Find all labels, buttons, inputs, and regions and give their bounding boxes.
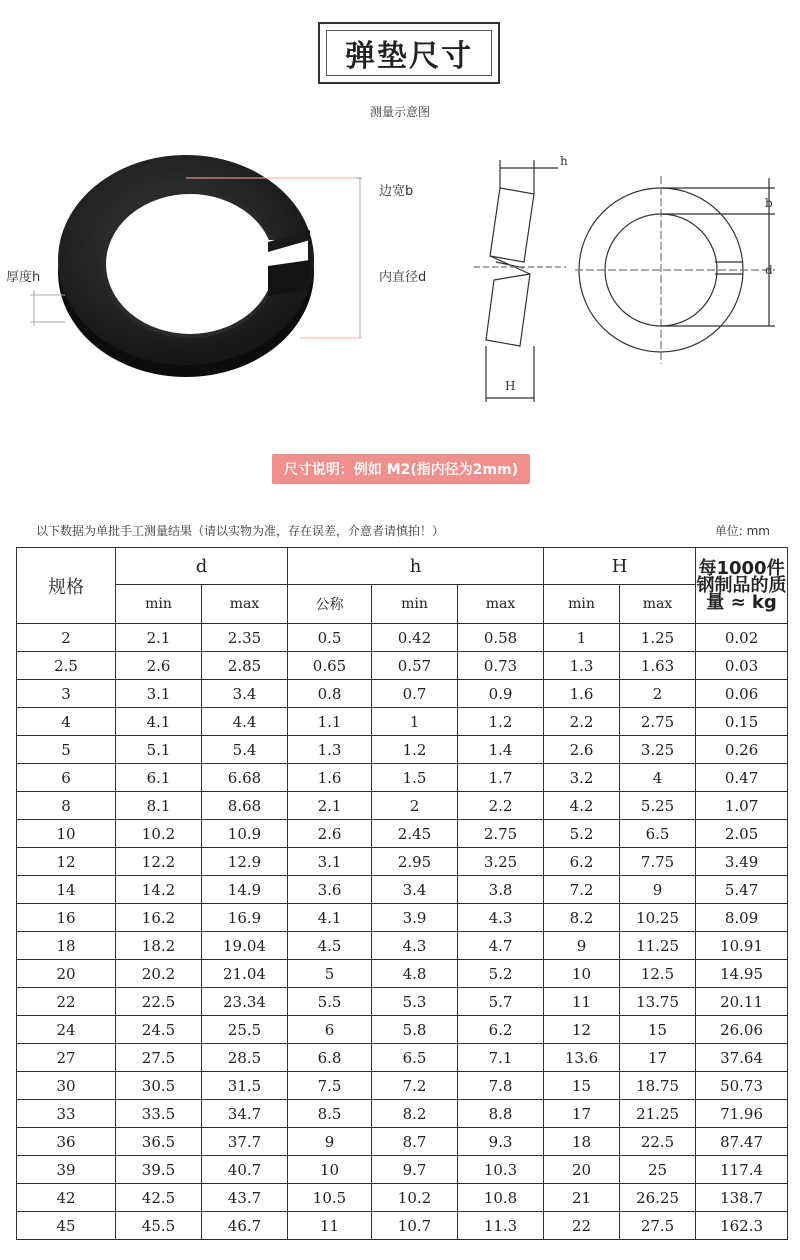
cell-H-min: 17: [544, 1100, 620, 1128]
cell-h-nominal: 4.5: [288, 932, 372, 960]
cell-h-max: 3.25: [458, 848, 544, 876]
cell-h-min: 0.7: [372, 680, 458, 708]
cell-d-max: 2.85: [202, 652, 288, 680]
cell-spec: 39: [17, 1156, 116, 1184]
table-row: [17, 624, 788, 652]
cell-d-min: 45.5: [116, 1212, 202, 1240]
cell-H-max: 9: [620, 876, 696, 904]
side-h-label: h: [560, 154, 568, 168]
cell-H-max: 17: [620, 1044, 696, 1072]
cell-h-max: 7.1: [458, 1044, 544, 1072]
cell-h-min: 3.9: [372, 904, 458, 932]
header-h-nominal: 公称: [288, 585, 372, 624]
cell-h-min: 1.2: [372, 736, 458, 764]
header-mass: 每1000件钢制品的质量 ≈ kg: [696, 548, 788, 624]
cell-h-max: 0.9: [458, 680, 544, 708]
cell-h-nominal: 10: [288, 1156, 372, 1184]
cell-h-min: 10.7: [372, 1212, 458, 1240]
cell-h-max: 4.7: [458, 932, 544, 960]
cell-H-max: 3.25: [620, 736, 696, 764]
header-h-min: min: [372, 585, 458, 624]
cell-mass: 5.47: [696, 876, 788, 904]
cell-spec: 18: [17, 932, 116, 960]
cell-d-max: 28.5: [202, 1044, 288, 1072]
washer-photo: [0, 140, 440, 430]
cell-mass: 0.47: [696, 764, 788, 792]
cell-h-min: 2.95: [372, 848, 458, 876]
cell-h-min: 4.3: [372, 932, 458, 960]
cell-h-max: 5.7: [458, 988, 544, 1016]
cell-H-min: 21: [544, 1184, 620, 1212]
cell-mass: 0.03: [696, 652, 788, 680]
cell-h-max: 7.8: [458, 1072, 544, 1100]
cell-mass: 3.49: [696, 848, 788, 876]
cell-d-min: 36.5: [116, 1128, 202, 1156]
cell-mass: 26.06: [696, 1016, 788, 1044]
cell-H-max: 1.25: [620, 624, 696, 652]
cell-d-min: 24.5: [116, 1016, 202, 1044]
cell-d-min: 16.2: [116, 904, 202, 932]
header-spec: 规格: [17, 548, 116, 624]
cell-H-max: 21.25: [620, 1100, 696, 1128]
table-row: [17, 1016, 788, 1044]
cell-H-max: 11.25: [620, 932, 696, 960]
cell-spec: 5: [17, 736, 116, 764]
cell-H-min: 2.2: [544, 708, 620, 736]
table-row: [17, 876, 788, 904]
cell-H-min: 1.6: [544, 680, 620, 708]
table-row: [17, 904, 788, 932]
cell-h-min: 5.8: [372, 1016, 458, 1044]
cell-spec: 22: [17, 988, 116, 1016]
cell-spec: 2: [17, 624, 116, 652]
cell-mass: 50.73: [696, 1072, 788, 1100]
cell-H-min: 6.2: [544, 848, 620, 876]
cell-h-min: 2: [372, 792, 458, 820]
cell-h-min: 10.2: [372, 1184, 458, 1212]
cell-h-nominal: 0.65: [288, 652, 372, 680]
cell-H-max: 27.5: [620, 1212, 696, 1240]
cell-h-min: 2.45: [372, 820, 458, 848]
cell-d-min: 6.1: [116, 764, 202, 792]
top-d-label: d: [765, 263, 773, 277]
cell-d-max: 5.4: [202, 736, 288, 764]
cell-spec: 14: [17, 876, 116, 904]
cell-mass: 0.02: [696, 624, 788, 652]
cell-h-max: 3.8: [458, 876, 544, 904]
table-row: [17, 1212, 788, 1240]
cell-H-max: 25: [620, 1156, 696, 1184]
inner-diameter-label: 内直径d: [379, 270, 427, 285]
cell-d-min: 12.2: [116, 848, 202, 876]
cell-h-nominal: 9: [288, 1128, 372, 1156]
cell-h-min: 0.42: [372, 624, 458, 652]
header-H-max: max: [620, 585, 696, 624]
cell-mass: 87.47: [696, 1128, 788, 1156]
table-row: [17, 736, 788, 764]
cell-h-nominal: 7.5: [288, 1072, 372, 1100]
table-row: [17, 988, 788, 1016]
cell-H-min: 12: [544, 1016, 620, 1044]
table-row: [17, 820, 788, 848]
cell-h-max: 2.75: [458, 820, 544, 848]
cell-d-max: 8.68: [202, 792, 288, 820]
cell-d-min: 30.5: [116, 1072, 202, 1100]
cell-mass: 20.11: [696, 988, 788, 1016]
diagram-subtitle: 测量示意图: [369, 105, 430, 119]
cell-d-max: 12.9: [202, 848, 288, 876]
cell-H-max: 7.75: [620, 848, 696, 876]
cell-h-nominal: 1.1: [288, 708, 372, 736]
cell-h-max: 9.3: [458, 1128, 544, 1156]
cell-h-nominal: 6.8: [288, 1044, 372, 1072]
cell-spec: 3: [17, 680, 116, 708]
cell-H-min: 18: [544, 1128, 620, 1156]
cell-H-max: 13.75: [620, 988, 696, 1016]
cell-H-min: 9: [544, 932, 620, 960]
cell-mass: 71.96: [696, 1100, 788, 1128]
cell-h-min: 1.5: [372, 764, 458, 792]
measurement-note: 以下数据为单批手工测量结果（请以实物为准，存在误差，介意者请慎拍！）: [36, 524, 445, 538]
cell-mass: 138.7: [696, 1184, 788, 1212]
cell-h-max: 6.2: [458, 1016, 544, 1044]
cell-h-min: 4.8: [372, 960, 458, 988]
cell-h-max: 10.8: [458, 1184, 544, 1212]
spec-table: [16, 547, 788, 1240]
cell-d-min: 14.2: [116, 876, 202, 904]
side-view-diagram: [470, 150, 570, 410]
table-row: [17, 848, 788, 876]
header-d-max: max: [202, 585, 288, 624]
cell-mass: 0.15: [696, 708, 788, 736]
unit-label: 单位: mm: [714, 524, 770, 538]
cell-H-min: 2.6: [544, 736, 620, 764]
cell-h-nominal: 8.5: [288, 1100, 372, 1128]
cell-h-min: 8.2: [372, 1100, 458, 1128]
cell-d-min: 27.5: [116, 1044, 202, 1072]
cell-h-nominal: 5.5: [288, 988, 372, 1016]
cell-h-nominal: 0.8: [288, 680, 372, 708]
cell-spec: 2.5: [17, 652, 116, 680]
cell-d-min: 5.1: [116, 736, 202, 764]
cell-spec: 30: [17, 1072, 116, 1100]
cell-h-nominal: 5: [288, 960, 372, 988]
cell-d-max: 21.04: [202, 960, 288, 988]
cell-d-max: 2.35: [202, 624, 288, 652]
cell-d-max: 40.7: [202, 1156, 288, 1184]
table-row: [17, 1156, 788, 1184]
cell-H-max: 26.25: [620, 1184, 696, 1212]
cell-h-max: 4.3: [458, 904, 544, 932]
cell-mass: 10.91: [696, 932, 788, 960]
cell-d-max: 6.68: [202, 764, 288, 792]
cell-spec: 20: [17, 960, 116, 988]
cell-h-nominal: 10.5: [288, 1184, 372, 1212]
cell-H-max: 4: [620, 764, 696, 792]
cell-mass: 0.06: [696, 680, 788, 708]
cell-H-max: 18.75: [620, 1072, 696, 1100]
cell-spec: 12: [17, 848, 116, 876]
cell-h-max: 1.4: [458, 736, 544, 764]
cell-d-min: 2.1: [116, 624, 202, 652]
cell-d-min: 33.5: [116, 1100, 202, 1128]
cell-h-nominal: 1.3: [288, 736, 372, 764]
cell-h-nominal: 0.5: [288, 624, 372, 652]
cell-h-max: 1.2: [458, 708, 544, 736]
table-row: [17, 652, 788, 680]
cell-h-nominal: 4.1: [288, 904, 372, 932]
cell-d-max: 34.7: [202, 1100, 288, 1128]
cell-mass: 8.09: [696, 904, 788, 932]
cell-h-min: 8.7: [372, 1128, 458, 1156]
size-note-banner: 尺寸说明：例如 M2(指内径为2mm): [272, 454, 530, 484]
cell-spec: 36: [17, 1128, 116, 1156]
cell-h-max: 5.2: [458, 960, 544, 988]
cell-h-max: 0.58: [458, 624, 544, 652]
header-H-min: min: [544, 585, 620, 624]
cell-h-nominal: 1.6: [288, 764, 372, 792]
table-row: [17, 764, 788, 792]
cell-mass: 2.05: [696, 820, 788, 848]
cell-h-max: 10.3: [458, 1156, 544, 1184]
cell-d-max: 14.9: [202, 876, 288, 904]
header-d-min: min: [116, 585, 202, 624]
cell-h-min: 9.7: [372, 1156, 458, 1184]
cell-d-max: 25.5: [202, 1016, 288, 1044]
cell-H-max: 15: [620, 1016, 696, 1044]
cell-spec: 27: [17, 1044, 116, 1072]
cell-h-min: 6.5: [372, 1044, 458, 1072]
cell-h-nominal: 3.6: [288, 876, 372, 904]
table-row: [17, 680, 788, 708]
top-b-label: b: [765, 196, 773, 210]
cell-spec: 16: [17, 904, 116, 932]
cell-h-max: 11.3: [458, 1212, 544, 1240]
cell-d-min: 3.1: [116, 680, 202, 708]
cell-H-min: 1: [544, 624, 620, 652]
cell-spec: 33: [17, 1100, 116, 1128]
cell-d-max: 4.4: [202, 708, 288, 736]
cell-d-min: 2.6: [116, 652, 202, 680]
cell-d-min: 18.2: [116, 932, 202, 960]
cell-h-max: 1.7: [458, 764, 544, 792]
cell-H-max: 10.25: [620, 904, 696, 932]
cell-h-nominal: 6: [288, 1016, 372, 1044]
cell-d-max: 10.9: [202, 820, 288, 848]
header-h-max: max: [458, 585, 544, 624]
cell-H-min: 8.2: [544, 904, 620, 932]
cell-h-max: 2.2: [458, 792, 544, 820]
cell-H-min: 15: [544, 1072, 620, 1100]
top-view-diagram: [575, 170, 790, 370]
cell-H-min: 4.2: [544, 792, 620, 820]
cell-d-min: 42.5: [116, 1184, 202, 1212]
cell-h-min: 7.2: [372, 1072, 458, 1100]
cell-d-max: 16.9: [202, 904, 288, 932]
cell-spec: 10: [17, 820, 116, 848]
cell-H-min: 3.2: [544, 764, 620, 792]
cell-d-max: 3.4: [202, 680, 288, 708]
cell-h-min: 3.4: [372, 876, 458, 904]
table-row: [17, 932, 788, 960]
cell-H-min: 11: [544, 988, 620, 1016]
cell-mass: 14.95: [696, 960, 788, 988]
thickness-label: 厚度h: [6, 270, 41, 285]
cell-d-max: 37.7: [202, 1128, 288, 1156]
cell-d-min: 39.5: [116, 1156, 202, 1184]
cell-H-min: 13.6: [544, 1044, 620, 1072]
cell-d-max: 31.5: [202, 1072, 288, 1100]
cell-H-min: 20: [544, 1156, 620, 1184]
cell-H-min: 22: [544, 1212, 620, 1240]
header-H: H: [544, 548, 696, 585]
cell-h-max: 0.73: [458, 652, 544, 680]
table-row: [17, 960, 788, 988]
cell-h-nominal: 2.6: [288, 820, 372, 848]
cell-H-max: 1.63: [620, 652, 696, 680]
cell-h-nominal: 2.1: [288, 792, 372, 820]
page-title: 弹垫尺寸: [326, 30, 492, 76]
cell-spec: 8: [17, 792, 116, 820]
table-row: [17, 1044, 788, 1072]
spec-table-body: [17, 624, 788, 1240]
cell-mass: 37.64: [696, 1044, 788, 1072]
cell-H-min: 1.3: [544, 652, 620, 680]
cell-mass: 117.4: [696, 1156, 788, 1184]
cell-mass: 162.3: [696, 1212, 788, 1240]
cell-h-min: 1: [372, 708, 458, 736]
cell-h-nominal: 11: [288, 1212, 372, 1240]
cell-spec: 24: [17, 1016, 116, 1044]
cell-H-max: 2.75: [620, 708, 696, 736]
table-row: [17, 1100, 788, 1128]
cell-spec: 42: [17, 1184, 116, 1212]
cell-d-min: 4.1: [116, 708, 202, 736]
cell-H-max: 6.5: [620, 820, 696, 848]
cell-mass: 0.26: [696, 736, 788, 764]
cell-spec: 45: [17, 1212, 116, 1240]
cell-H-min: 5.2: [544, 820, 620, 848]
header-d: d: [116, 548, 288, 585]
cell-H-min: 10: [544, 960, 620, 988]
cell-d-min: 8.1: [116, 792, 202, 820]
cell-d-max: 19.04: [202, 932, 288, 960]
cell-h-nominal: 3.1: [288, 848, 372, 876]
table-row: [17, 708, 788, 736]
cell-h-min: 0.57: [372, 652, 458, 680]
cell-h-min: 5.3: [372, 988, 458, 1016]
cell-spec: 4: [17, 708, 116, 736]
cell-d-min: 22.5: [116, 988, 202, 1016]
cell-spec: 6: [17, 764, 116, 792]
table-row: [17, 792, 788, 820]
header-h: h: [288, 548, 544, 585]
cell-H-min: 7.2: [544, 876, 620, 904]
title-frame: [318, 22, 500, 84]
cell-d-min: 10.2: [116, 820, 202, 848]
cell-d-min: 20.2: [116, 960, 202, 988]
cell-mass: 1.07: [696, 792, 788, 820]
table-row: [17, 1072, 788, 1100]
cell-h-max: 8.8: [458, 1100, 544, 1128]
cell-H-max: 5.25: [620, 792, 696, 820]
cell-H-max: 2: [620, 680, 696, 708]
table-row: [17, 1128, 788, 1156]
cell-H-max: 12.5: [620, 960, 696, 988]
cell-d-max: 23.34: [202, 988, 288, 1016]
cell-d-max: 43.7: [202, 1184, 288, 1212]
cell-d-max: 46.7: [202, 1212, 288, 1240]
cell-H-max: 22.5: [620, 1128, 696, 1156]
width-label: 边宽b: [379, 184, 414, 199]
table-row: [17, 1184, 788, 1212]
side-H-label: H: [505, 379, 516, 393]
